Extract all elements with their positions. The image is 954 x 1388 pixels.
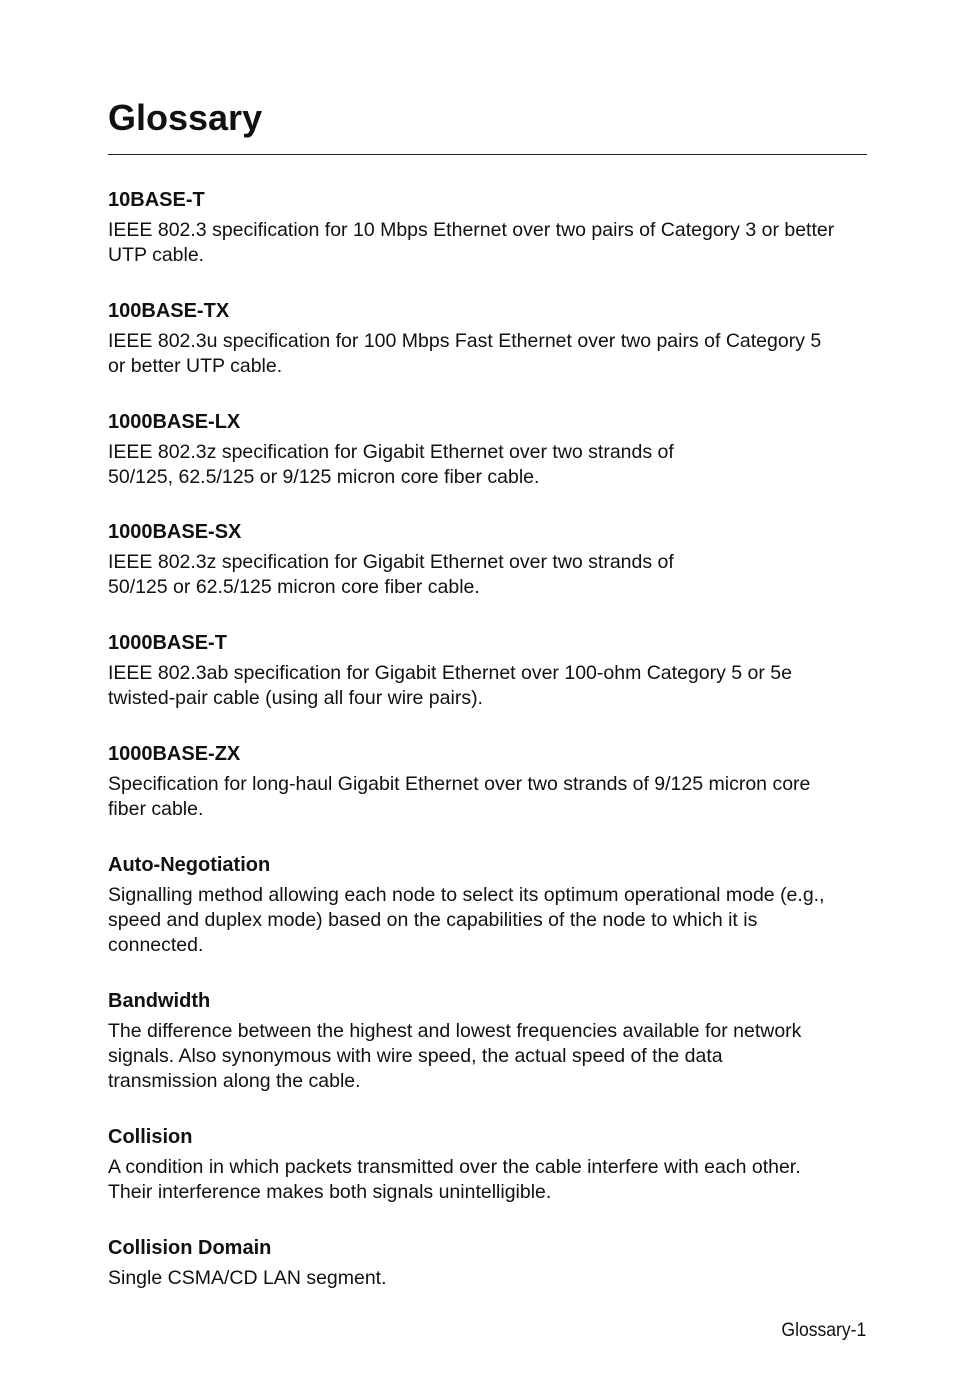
glossary-entry-1000base-lx <box>108 410 868 490</box>
glossary-term: 10BASE-T <box>108 189 205 211</box>
glossary-term: 1000BASE-SX <box>108 521 242 543</box>
title-divider <box>108 154 867 155</box>
glossary-definition: Single CSMA/CD LAN segment. <box>108 1267 387 1289</box>
glossary-definition: Signalling method allowing each node to select its optimum operational mode (e.g., speed and duplex mode) based on the capabilities of the node to which it is connected. <box>108 884 825 956</box>
glossary-definition: IEEE 802.3 specification for 10 Mbps Ethernet over two pairs of Category 3 or better UTP cable. <box>108 219 835 266</box>
glossary-definition: Specification for long-haul Gigabit Ethernet over two strands of 9/125 micron core fiber cable. <box>108 773 811 820</box>
glossary-definition: A condition in which packets transmitted over the cable interfere with each other. Their interference makes both signals unintelligible. <box>108 1156 801 1203</box>
glossary-term: 100BASE-TX <box>108 300 230 322</box>
glossary-entry-1000base-zx <box>108 742 868 822</box>
glossary-term: Collision Domain <box>108 1237 272 1259</box>
glossary-term: 1000BASE-LX <box>108 411 241 433</box>
glossary-definition: IEEE 802.3z specification for Gigabit Ethernet over two strands of 50/125 or 62.5/125 micron core fiber cable. <box>108 551 674 598</box>
glossary-entry-1000base-sx <box>108 520 868 600</box>
glossary-definition: IEEE 802.3z specification for Gigabit Ethernet over two strands of 50/125, 62.5/125 or 9/125 micron core fiber cable. <box>108 441 674 488</box>
glossary-term: 1000BASE-ZX <box>108 743 241 765</box>
page-number: Glossary-1 <box>781 1319 866 1341</box>
glossary-entry-100base-tx <box>108 299 868 379</box>
glossary-definition: The difference between the highest and lowest frequencies available for network signals. Also synonymous with wire speed, the actual speed of the data transmission along the cable. <box>108 1020 802 1092</box>
glossary-term: 1000BASE-T <box>108 632 227 654</box>
glossary-term: Auto-Negotiation <box>108 854 271 876</box>
glossary-entry-auto-negotiation <box>108 853 868 958</box>
glossary-definition: IEEE 802.3u specification for 100 Mbps Fast Ethernet over two pairs of Category 5 or better UTP cable. <box>108 330 822 377</box>
glossary-entry-collision <box>108 1125 868 1205</box>
glossary-entry-10base-t <box>108 188 868 268</box>
glossary-entry-1000base-t <box>108 631 868 711</box>
glossary-term: Collision <box>108 1126 193 1148</box>
glossary-term: Bandwidth <box>108 990 211 1012</box>
glossary-entry-bandwidth <box>108 989 868 1094</box>
glossary-definition: IEEE 802.3ab specification for Gigabit Ethernet over 100-ohm Category 5 or 5e twisted-pair cable (using all four wire pairs). <box>108 662 792 709</box>
page-title: Glossary <box>108 97 263 138</box>
glossary-entry-collision-domain <box>108 1236 868 1291</box>
